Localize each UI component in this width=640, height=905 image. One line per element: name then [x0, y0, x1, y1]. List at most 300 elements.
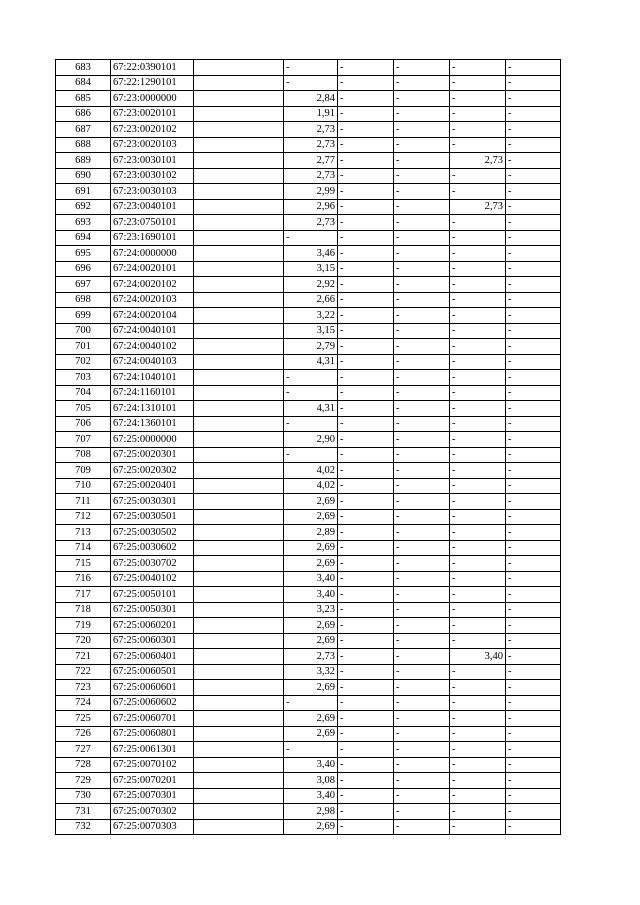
value-cell: - [450, 91, 506, 107]
row-number: 714 [56, 540, 111, 556]
value-cell: - [506, 323, 561, 339]
value-cell: - [506, 261, 561, 277]
value-cell: - [394, 788, 450, 804]
empty-cell [194, 478, 284, 494]
row-number: 697 [56, 277, 111, 293]
table-row [56, 137, 561, 153]
table-row [56, 447, 561, 463]
value-cell: 2,73 [450, 199, 506, 215]
empty-cell [194, 385, 284, 401]
value-cell: - [450, 277, 506, 293]
row-number: 684 [56, 75, 111, 91]
value-cell: 2,73 [284, 649, 338, 665]
cadastral-code: 67:25:0061301 [111, 742, 194, 758]
empty-cell [194, 757, 284, 773]
value-cell: - [338, 122, 394, 138]
empty-cell [194, 416, 284, 432]
value-cell: - [394, 168, 450, 184]
row-number: 687 [56, 122, 111, 138]
value-cell: - [506, 540, 561, 556]
cadastral-code: 67:24:0040103 [111, 354, 194, 370]
value-cell: - [450, 478, 506, 494]
empty-cell [194, 199, 284, 215]
table-row [56, 571, 561, 587]
value-cell: - [394, 618, 450, 634]
empty-cell [194, 680, 284, 696]
value-cell: 2,77 [284, 153, 338, 169]
value-cell: - [338, 416, 394, 432]
empty-cell [194, 602, 284, 618]
row-number: 713 [56, 525, 111, 541]
row-number: 711 [56, 494, 111, 510]
value-cell: 2,69 [284, 726, 338, 742]
value-cell: - [450, 401, 506, 417]
value-cell: - [450, 246, 506, 262]
cadastral-code: 67:25:0030602 [111, 540, 194, 556]
value-cell: - [338, 695, 394, 711]
value-cell: 3,46 [284, 246, 338, 262]
value-cell: - [394, 215, 450, 231]
value-cell: - [506, 308, 561, 324]
table-row [56, 122, 561, 138]
value-cell: - [450, 323, 506, 339]
table-body [56, 60, 561, 835]
row-number: 695 [56, 246, 111, 262]
table-row [56, 168, 561, 184]
value-cell: - [506, 137, 561, 153]
value-cell: 2,73 [284, 137, 338, 153]
value-cell: - [394, 401, 450, 417]
table-row [56, 788, 561, 804]
value-cell: - [450, 370, 506, 386]
empty-cell [194, 432, 284, 448]
value-cell: - [394, 587, 450, 603]
row-number: 726 [56, 726, 111, 742]
cadastral-code: 67:24:1360101 [111, 416, 194, 432]
data-table [55, 59, 561, 835]
table-row [56, 680, 561, 696]
table-row [56, 323, 561, 339]
row-number: 715 [56, 556, 111, 572]
value-cell: - [450, 184, 506, 200]
value-cell: 4,02 [284, 478, 338, 494]
value-cell: - [394, 308, 450, 324]
cadastral-code: 67:25:0050301 [111, 602, 194, 618]
value-cell: - [338, 540, 394, 556]
value-cell: - [394, 447, 450, 463]
value-cell: - [338, 680, 394, 696]
value-cell: 1,91 [284, 106, 338, 122]
row-number: 693 [56, 215, 111, 231]
cadastral-code: 67:25:0070302 [111, 804, 194, 820]
value-cell: 2,69 [284, 556, 338, 572]
row-number: 708 [56, 447, 111, 463]
value-cell: - [394, 804, 450, 820]
value-cell: - [338, 370, 394, 386]
empty-cell [194, 788, 284, 804]
value-cell: 2,69 [284, 509, 338, 525]
value-cell: 3,40 [284, 788, 338, 804]
value-cell: 3,40 [284, 571, 338, 587]
empty-cell [194, 60, 284, 76]
value-cell: - [394, 122, 450, 138]
value-cell: - [338, 602, 394, 618]
value-cell: - [450, 664, 506, 680]
value-cell: - [506, 788, 561, 804]
value-cell: - [506, 354, 561, 370]
cadastral-code: 67:25:0040102 [111, 571, 194, 587]
value-cell: 3,23 [284, 602, 338, 618]
empty-cell [194, 339, 284, 355]
table-row [56, 726, 561, 742]
value-cell: - [450, 230, 506, 246]
table-row [56, 385, 561, 401]
cadastral-code: 67:23:0030103 [111, 184, 194, 200]
cadastral-code: 67:25:0030501 [111, 509, 194, 525]
value-cell: - [506, 292, 561, 308]
empty-cell [194, 215, 284, 231]
value-cell: 3,40 [284, 587, 338, 603]
value-cell: - [284, 230, 338, 246]
empty-cell [194, 401, 284, 417]
value-cell: 2,96 [284, 199, 338, 215]
empty-cell [194, 633, 284, 649]
table-row [56, 261, 561, 277]
value-cell: - [338, 106, 394, 122]
value-cell: - [506, 463, 561, 479]
cadastral-code: 67:23:0000000 [111, 91, 194, 107]
table-row [56, 230, 561, 246]
value-cell: 2,69 [284, 540, 338, 556]
value-cell: - [338, 184, 394, 200]
cadastral-code: 67:25:0070303 [111, 819, 194, 835]
table-row [56, 153, 561, 169]
value-cell: - [394, 742, 450, 758]
value-cell: - [506, 447, 561, 463]
cadastral-code: 67:24:1310101 [111, 401, 194, 417]
empty-cell [194, 292, 284, 308]
value-cell: - [450, 168, 506, 184]
value-cell: - [338, 711, 394, 727]
value-cell: - [450, 525, 506, 541]
row-number: 710 [56, 478, 111, 494]
table-row [56, 664, 561, 680]
value-cell: - [506, 633, 561, 649]
table-row [56, 819, 561, 835]
value-cell: - [338, 509, 394, 525]
value-cell: - [394, 137, 450, 153]
value-cell: - [284, 370, 338, 386]
empty-cell [194, 819, 284, 835]
row-number: 732 [56, 819, 111, 835]
value-cell: - [450, 122, 506, 138]
value-cell: - [506, 819, 561, 835]
value-cell: - [394, 463, 450, 479]
cadastral-code: 67:24:0000000 [111, 246, 194, 262]
table-row [56, 556, 561, 572]
value-cell: - [338, 91, 394, 107]
value-cell: 3,22 [284, 308, 338, 324]
cadastral-code: 67:25:0060401 [111, 649, 194, 665]
row-number: 703 [56, 370, 111, 386]
value-cell: - [450, 695, 506, 711]
value-cell: - [338, 447, 394, 463]
value-cell: - [394, 509, 450, 525]
value-cell: 2,89 [284, 525, 338, 541]
value-cell: - [450, 711, 506, 727]
value-cell: - [450, 261, 506, 277]
row-number: 704 [56, 385, 111, 401]
table-row [56, 773, 561, 789]
cadastral-code: 67:23:0020102 [111, 122, 194, 138]
empty-cell [194, 726, 284, 742]
row-number: 707 [56, 432, 111, 448]
value-cell: - [338, 153, 394, 169]
table-row [56, 742, 561, 758]
empty-cell [194, 230, 284, 246]
value-cell: - [338, 432, 394, 448]
row-number: 685 [56, 91, 111, 107]
row-number: 716 [56, 571, 111, 587]
table-row [56, 695, 561, 711]
empty-cell [194, 664, 284, 680]
value-cell: - [338, 277, 394, 293]
value-cell: - [394, 60, 450, 76]
table-row [56, 401, 561, 417]
value-cell: - [394, 106, 450, 122]
row-number: 709 [56, 463, 111, 479]
value-cell: - [450, 385, 506, 401]
value-cell: - [506, 618, 561, 634]
value-cell: - [394, 478, 450, 494]
row-number: 729 [56, 773, 111, 789]
table-row [56, 370, 561, 386]
value-cell: 4,31 [284, 401, 338, 417]
empty-cell [194, 463, 284, 479]
cadastral-code: 67:23:0020101 [111, 106, 194, 122]
value-cell: - [506, 804, 561, 820]
value-cell: - [450, 602, 506, 618]
value-cell: - [450, 726, 506, 742]
value-cell: - [284, 416, 338, 432]
value-cell: - [506, 742, 561, 758]
cadastral-code: 67:22:0390101 [111, 60, 194, 76]
value-cell: - [506, 184, 561, 200]
value-cell: - [450, 509, 506, 525]
value-cell: - [338, 246, 394, 262]
value-cell: - [506, 60, 561, 76]
value-cell: - [394, 416, 450, 432]
empty-cell [194, 742, 284, 758]
value-cell: - [450, 742, 506, 758]
value-cell: - [394, 525, 450, 541]
value-cell: - [338, 649, 394, 665]
row-number: 689 [56, 153, 111, 169]
empty-cell [194, 494, 284, 510]
value-cell: 2,98 [284, 804, 338, 820]
row-number: 683 [56, 60, 111, 76]
value-cell: - [394, 695, 450, 711]
empty-cell [194, 137, 284, 153]
value-cell: 2,69 [284, 618, 338, 634]
value-cell: 3,08 [284, 773, 338, 789]
value-cell: - [394, 75, 450, 91]
row-number: 694 [56, 230, 111, 246]
value-cell: - [394, 633, 450, 649]
empty-cell [194, 106, 284, 122]
row-number: 730 [56, 788, 111, 804]
row-number: 717 [56, 587, 111, 603]
value-cell: - [394, 323, 450, 339]
value-cell: - [338, 60, 394, 76]
value-cell: - [338, 571, 394, 587]
table-row [56, 509, 561, 525]
cadastral-code: 67:25:0000000 [111, 432, 194, 448]
row-number: 724 [56, 695, 111, 711]
value-cell: 2,73 [284, 122, 338, 138]
table-row [56, 494, 561, 510]
cadastral-code: 67:25:0070201 [111, 773, 194, 789]
row-number: 731 [56, 804, 111, 820]
table-row [56, 308, 561, 324]
value-cell: - [394, 199, 450, 215]
value-cell: - [450, 60, 506, 76]
cadastral-code: 67:25:0030301 [111, 494, 194, 510]
value-cell: - [394, 292, 450, 308]
value-cell: - [338, 308, 394, 324]
row-number: 702 [56, 354, 111, 370]
cadastral-code: 67:24:0020103 [111, 292, 194, 308]
cadastral-code: 67:25:0030502 [111, 525, 194, 541]
empty-cell [194, 509, 284, 525]
value-cell: - [394, 246, 450, 262]
row-number: 692 [56, 199, 111, 215]
table-row [56, 525, 561, 541]
value-cell: - [450, 757, 506, 773]
row-number: 722 [56, 664, 111, 680]
value-cell: - [338, 354, 394, 370]
value-cell: - [394, 432, 450, 448]
row-number: 712 [56, 509, 111, 525]
row-number: 727 [56, 742, 111, 758]
value-cell: - [338, 75, 394, 91]
empty-cell [194, 649, 284, 665]
cadastral-code: 67:24:1040101 [111, 370, 194, 386]
value-cell: - [338, 261, 394, 277]
table-row [56, 633, 561, 649]
value-cell: - [506, 478, 561, 494]
cadastral-code: 67:25:0020302 [111, 463, 194, 479]
table-row [56, 463, 561, 479]
empty-cell [194, 323, 284, 339]
value-cell: - [284, 385, 338, 401]
value-cell: 3,15 [284, 323, 338, 339]
value-cell: 2,69 [284, 680, 338, 696]
table-row [56, 91, 561, 107]
value-cell: - [284, 695, 338, 711]
table-row [56, 587, 561, 603]
value-cell: - [394, 711, 450, 727]
value-cell: - [506, 230, 561, 246]
value-cell: - [506, 339, 561, 355]
value-cell: - [450, 75, 506, 91]
value-cell: - [506, 664, 561, 680]
value-cell: 2,92 [284, 277, 338, 293]
cadastral-code: 67:25:0070301 [111, 788, 194, 804]
value-cell: - [506, 680, 561, 696]
table-row [56, 292, 561, 308]
cadastral-code: 67:24:1160101 [111, 385, 194, 401]
cadastral-code: 67:23:0030101 [111, 153, 194, 169]
value-cell: - [394, 757, 450, 773]
value-cell: - [338, 137, 394, 153]
table-row [56, 246, 561, 262]
empty-cell [194, 354, 284, 370]
value-cell: 2,69 [284, 494, 338, 510]
value-cell: - [394, 261, 450, 277]
row-number: 701 [56, 339, 111, 355]
row-number: 691 [56, 184, 111, 200]
cadastral-code: 67:22:1290101 [111, 75, 194, 91]
value-cell: 2,84 [284, 91, 338, 107]
value-cell: - [394, 664, 450, 680]
value-cell: - [394, 773, 450, 789]
value-cell: 2,99 [284, 184, 338, 200]
value-cell: - [394, 153, 450, 169]
value-cell: 4,02 [284, 463, 338, 479]
value-cell: - [338, 618, 394, 634]
row-number: 686 [56, 106, 111, 122]
table-row [56, 804, 561, 820]
value-cell: - [506, 75, 561, 91]
value-cell: - [450, 447, 506, 463]
value-cell: - [338, 757, 394, 773]
value-cell: - [338, 478, 394, 494]
cadastral-code: 67:23:0020103 [111, 137, 194, 153]
empty-cell [194, 571, 284, 587]
cadastral-code: 67:23:0750101 [111, 215, 194, 231]
value-cell: - [284, 447, 338, 463]
value-cell: - [338, 199, 394, 215]
value-cell: - [338, 385, 394, 401]
value-cell: - [338, 587, 394, 603]
row-number: 721 [56, 649, 111, 665]
value-cell: - [338, 401, 394, 417]
table-row [56, 75, 561, 91]
table-row [56, 106, 561, 122]
empty-cell [194, 184, 284, 200]
value-cell: - [506, 106, 561, 122]
table-row [56, 339, 561, 355]
empty-cell [194, 556, 284, 572]
cadastral-code: 67:23:0040101 [111, 199, 194, 215]
value-cell: - [394, 91, 450, 107]
value-cell: - [506, 401, 561, 417]
value-cell: - [450, 618, 506, 634]
value-cell: - [506, 525, 561, 541]
value-cell: - [506, 649, 561, 665]
row-number: 698 [56, 292, 111, 308]
cadastral-code: 67:25:0050101 [111, 587, 194, 603]
value-cell: - [450, 339, 506, 355]
value-cell: - [338, 494, 394, 510]
value-cell: - [394, 230, 450, 246]
value-cell: - [506, 122, 561, 138]
value-cell: - [338, 339, 394, 355]
value-cell: - [450, 633, 506, 649]
empty-cell [194, 168, 284, 184]
row-number: 725 [56, 711, 111, 727]
